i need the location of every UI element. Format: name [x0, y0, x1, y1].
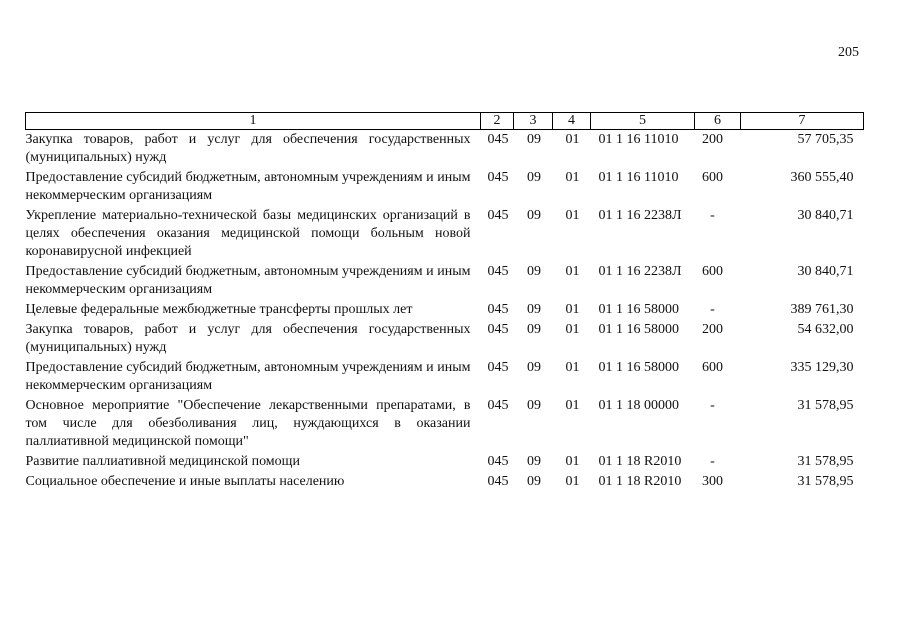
- row-pr: 01: [565, 264, 580, 279]
- row-pr: 01: [565, 474, 580, 489]
- row-sum: 31 578,95: [797, 398, 854, 413]
- row-csr: 01 1 18 R2010: [598, 474, 682, 489]
- row-pr: 01: [565, 170, 580, 185]
- row-pr: 01: [565, 322, 580, 337]
- row-rz: 09: [527, 132, 541, 147]
- row-sum: 30 840,71: [797, 208, 854, 223]
- row-pr: 01: [565, 360, 580, 375]
- table-row: [26, 206, 864, 262]
- header-cell: 6: [695, 113, 741, 130]
- row-pr: 01: [565, 398, 580, 413]
- row-rz: 09: [527, 474, 541, 489]
- table-row: [26, 168, 864, 206]
- table-row: [26, 130, 864, 169]
- table-row: [26, 396, 864, 452]
- row-rz: 09: [527, 302, 541, 317]
- header-cell: 1: [26, 113, 481, 130]
- row-ved: 045: [487, 398, 509, 413]
- row-ved: 045: [487, 302, 509, 317]
- header-cell: 7: [741, 113, 864, 130]
- header-cell: 2: [481, 113, 514, 130]
- row-ved: 045: [487, 322, 509, 337]
- row-name: Социальное обеспечение и иные выплаты населению: [25, 474, 345, 489]
- header-cell: 3: [514, 113, 553, 130]
- row-csr: 01 1 16 2238Л: [598, 264, 682, 279]
- row-name: Предоставление субсидий бюджетным, автономным учреждениям и иным некоммерческим организациям: [25, 360, 471, 393]
- row-pr: 01: [565, 208, 580, 223]
- row-sum: 389 761,30: [790, 302, 854, 317]
- table-row: [26, 300, 864, 320]
- row-vr: 600: [702, 360, 723, 375]
- row-name: Закупка товаров, работ и услуг для обеспечения государственных (муниципальных) нужд: [25, 322, 471, 355]
- row-ved: 045: [487, 360, 509, 375]
- row-name: Целевые федеральные межбюджетные трансферты прошлых лет: [25, 302, 413, 317]
- budget-table: [25, 112, 864, 492]
- table-row: [26, 358, 864, 396]
- row-sum: 54 632,00: [797, 322, 854, 337]
- row-csr: 01 1 16 58000: [598, 302, 679, 317]
- row-name: Основное мероприятие "Обеспечение лекарственными препаратами, в том числе для обезболивания лиц, нуждающихся в оказании паллиативной медицинской помощи": [25, 398, 471, 449]
- row-rz: 09: [527, 360, 541, 375]
- row-csr: 01 1 16 11010: [598, 132, 679, 147]
- row-sum: 57 705,35: [797, 132, 854, 147]
- row-rz: 09: [527, 208, 541, 223]
- row-rz: 09: [527, 264, 541, 279]
- row-vr: -: [710, 208, 715, 223]
- row-pr: 01: [565, 132, 580, 147]
- row-ved: 045: [487, 170, 509, 185]
- row-name: Укрепление материально-технической базы медицинских организаций в целях обеспечения оказания медицинской помощи больным новой коронавирусной инфекцией: [25, 208, 471, 259]
- table-row: [26, 320, 864, 358]
- row-sum: 30 840,71: [797, 264, 854, 279]
- row-rz: 09: [527, 398, 541, 413]
- page-number: 205: [838, 45, 859, 60]
- row-name: Закупка товаров, работ и услуг для обеспечения государственных (муниципальных) нужд: [25, 132, 471, 165]
- row-pr: 01: [565, 454, 580, 469]
- row-sum: 31 578,95: [797, 454, 854, 469]
- header-cell: 4: [553, 113, 591, 130]
- row-csr: 01 1 16 58000: [598, 360, 679, 375]
- row-sum: 360 555,40: [790, 170, 854, 185]
- row-ved: 045: [487, 132, 509, 147]
- row-rz: 09: [527, 322, 541, 337]
- row-vr: -: [710, 302, 715, 317]
- row-ved: 045: [487, 474, 509, 489]
- row-csr: 01 1 16 2238Л: [598, 208, 682, 223]
- row-csr: 01 1 16 58000: [598, 322, 679, 337]
- table-row: [26, 452, 864, 472]
- row-name: Предоставление субсидий бюджетным, автономным учреждениям и иным некоммерческим организациям: [25, 170, 471, 203]
- row-csr: 01 1 18 R2010: [598, 454, 682, 469]
- row-vr: 600: [702, 264, 723, 279]
- table-header-row: [26, 113, 864, 130]
- row-vr: 200: [702, 132, 723, 147]
- row-name: Предоставление субсидий бюджетным, автономным учреждениям и иным некоммерческим организациям: [25, 264, 471, 297]
- row-ved: 045: [487, 208, 509, 223]
- table-row: [26, 262, 864, 300]
- row-vr: -: [710, 398, 715, 413]
- row-sum: 335 129,30: [790, 360, 854, 375]
- header-cell: 5: [591, 113, 695, 130]
- row-rz: 09: [527, 170, 541, 185]
- row-vr: 600: [702, 170, 723, 185]
- row-csr: 01 1 18 00000: [598, 398, 679, 413]
- row-sum: 31 578,95: [797, 474, 854, 489]
- row-vr: 200: [702, 322, 723, 337]
- row-ved: 045: [487, 264, 509, 279]
- row-rz: 09: [527, 454, 541, 469]
- row-ved: 045: [487, 454, 509, 469]
- row-pr: 01: [565, 302, 580, 317]
- table-row: [26, 472, 864, 492]
- row-vr: -: [710, 454, 715, 469]
- row-csr: 01 1 16 11010: [598, 170, 679, 185]
- row-vr: 300: [702, 474, 723, 489]
- row-name: Развитие паллиативной медицинской помощи: [25, 454, 300, 469]
